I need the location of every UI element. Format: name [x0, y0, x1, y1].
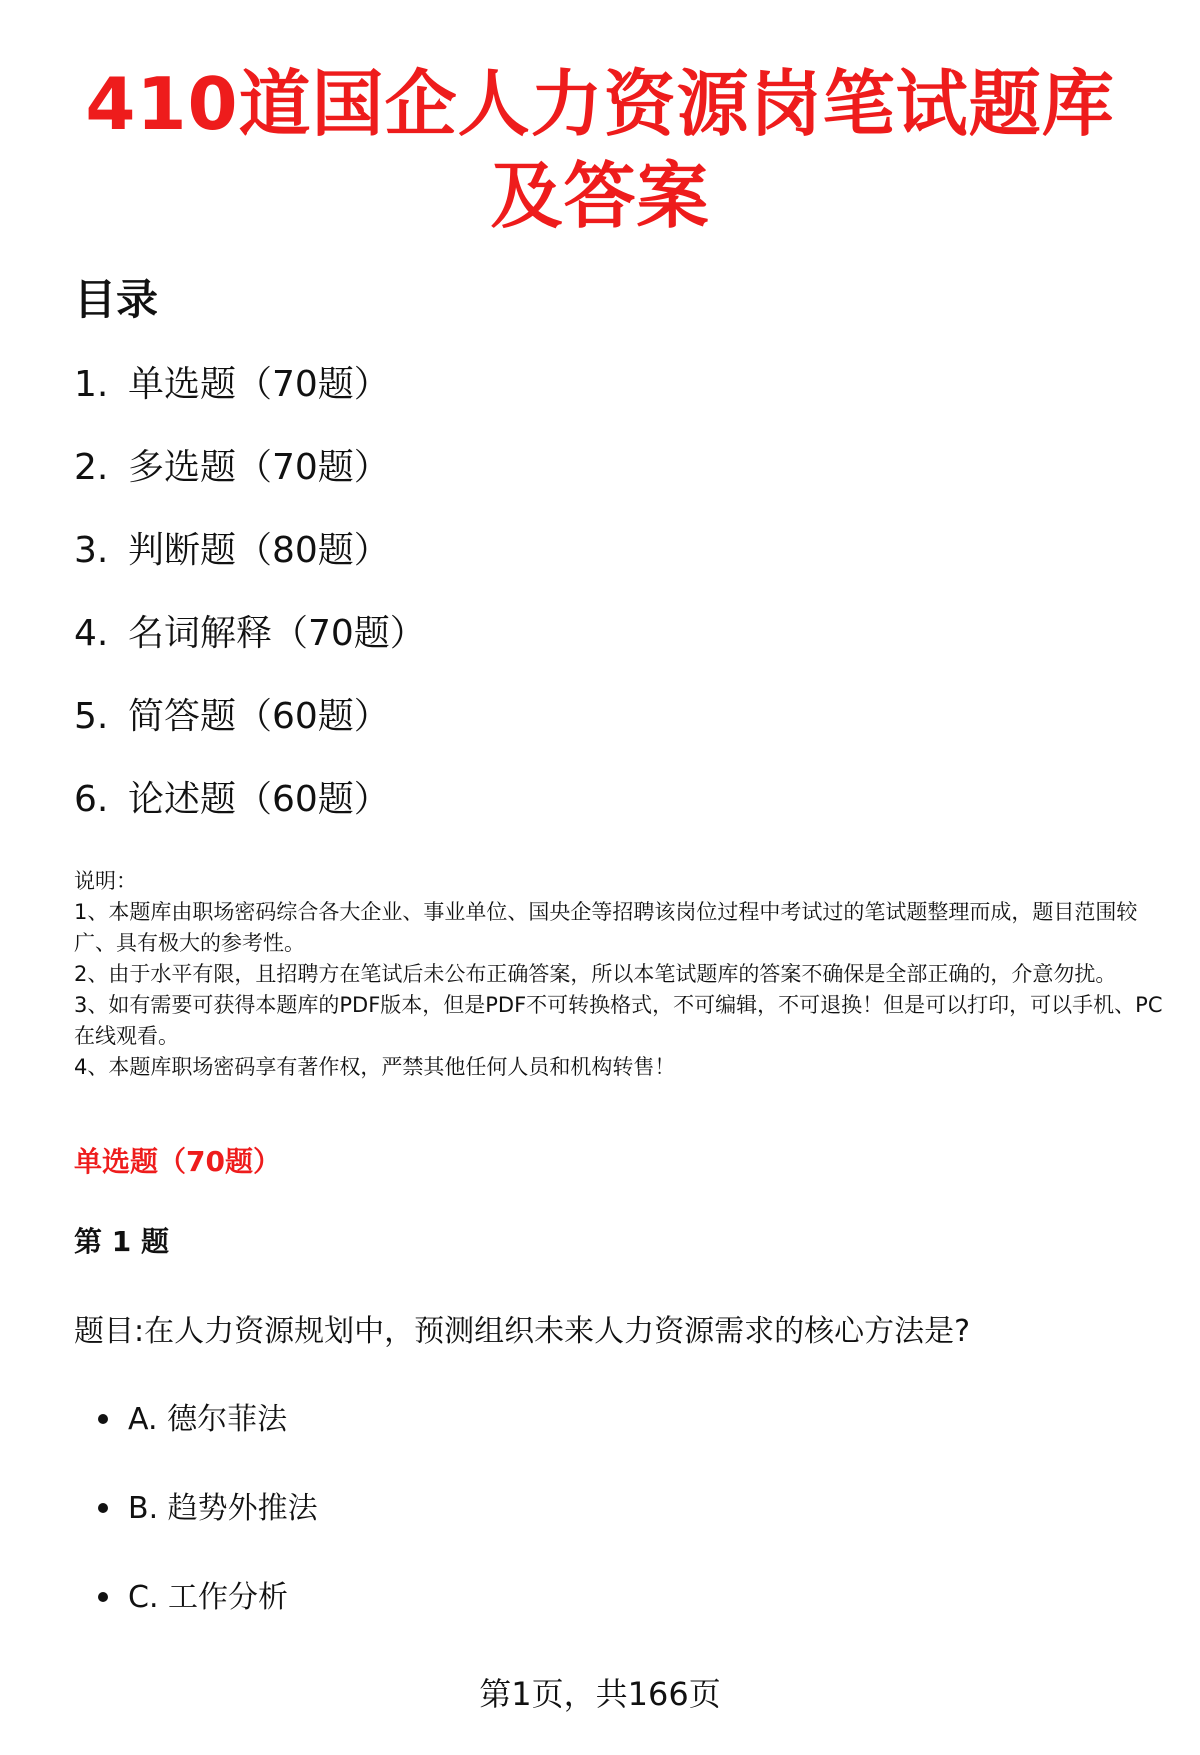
- document-title: 410道国企人力资源岗笔试题库及答案: [85, 62, 1115, 238]
- answer-option: [98, 1398, 318, 1487]
- toc-item-label: 论述题（60题）: [128, 779, 390, 820]
- answer-option-label: A. 德尔菲法: [128, 1402, 288, 1437]
- toc-item[interactable]: [74, 692, 426, 775]
- answer-option-label: C. 工作分析: [128, 1580, 289, 1615]
- question-stem: 题目:在人力资源规划中，预测组织未来人力资源需求的核心方法是?: [74, 1314, 971, 1349]
- toc-item-number: 1.: [74, 364, 109, 405]
- notes-block: [74, 866, 1164, 1083]
- answer-options: [98, 1398, 318, 1665]
- notes-line: 2、由于水平有限，且招聘方在笔试后未公布正确答案，所以本笔试题库的答案不确保是全部正确的，介意勿扰。: [74, 962, 1117, 986]
- toc-item[interactable]: [74, 443, 426, 526]
- question-number: 第 1 题: [74, 1225, 169, 1258]
- toc-item-label: 判断题（80题）: [128, 530, 390, 571]
- toc-item[interactable]: [74, 360, 426, 443]
- toc-item[interactable]: [74, 526, 426, 609]
- toc-item-number: 6.: [74, 779, 109, 820]
- bullet-icon: [98, 1503, 108, 1513]
- toc-item[interactable]: [74, 775, 426, 858]
- toc-item-label: 多选题（70题）: [128, 447, 390, 488]
- notes-heading: 说明：: [74, 869, 137, 893]
- toc-heading: 目录: [74, 275, 159, 324]
- page-footer: 第1页，共166页: [479, 1675, 721, 1713]
- toc-item-label: 单选题（70题）: [128, 364, 390, 405]
- notes-line: 1、本题库由职场密码综合各大企业、事业单位、国央企等招聘该岗位过程中考试过的笔试题整理而成，题目范围较广、具有极大的参考性。: [74, 900, 1138, 955]
- toc-item-number: 5.: [74, 696, 109, 737]
- answer-option-label: B. 趋势外推法: [128, 1491, 318, 1526]
- section-heading: 单选题（70题）: [74, 1145, 281, 1178]
- toc-item-label: 简答题（60题）: [128, 696, 390, 737]
- toc-item-number: 2.: [74, 447, 109, 488]
- toc-item[interactable]: [74, 609, 426, 692]
- notes-line: 3、如有需要可获得本题库的PDF版本，但是PDF不可转换格式，不可编辑，不可退换！但是可以打印，可以手机、PC在线观看。: [74, 993, 1163, 1048]
- toc-item-number: 4.: [74, 613, 109, 654]
- answer-option: [98, 1576, 318, 1665]
- bullet-icon: [98, 1414, 108, 1424]
- answer-option: [98, 1487, 318, 1576]
- toc-item-label: 名词解释（70题）: [128, 613, 426, 654]
- toc-item-number: 3.: [74, 530, 109, 571]
- notes-line: 4、本题库职场密码享有著作权，严禁其他任何人员和机构转售！: [74, 1055, 676, 1079]
- bullet-icon: [98, 1592, 108, 1602]
- toc-list: [74, 360, 426, 858]
